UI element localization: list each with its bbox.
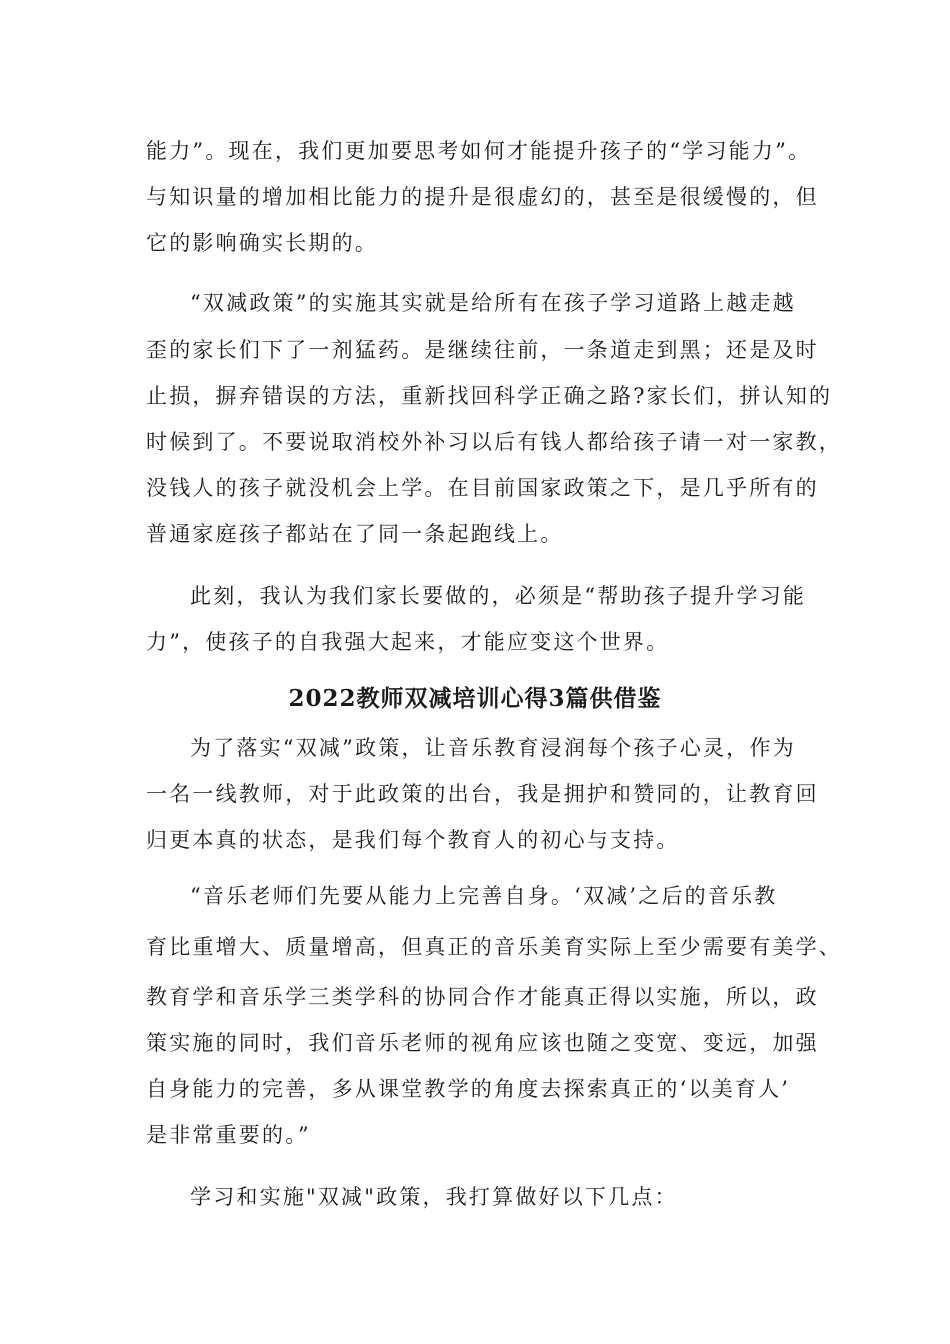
paragraph-line: 此刻，我认为我们家长要做的，必须是“帮助孩子提升学习能 <box>190 584 807 608</box>
paragraph-line: 教育学和音乐学三类学科的协同合作才能真正得以实施，所以，政 <box>146 985 819 1009</box>
paragraph-line: 没钱人的孩子就没机会上学。在目前国家政策之下，是几乎所有的 <box>146 476 819 500</box>
paragraph-line: 育比重增大、质量增高，但真正的音乐美育实际上至少需要有美学、 <box>146 935 842 959</box>
paragraph-line: 止损，摒弃错误的方法，重新找回科学正确之路?家长们，拼认知的 <box>146 384 833 408</box>
paragraph-line: 策实施的同时，我们音乐老师的视角应该也随之变宽、变远，加强 <box>146 1031 819 1055</box>
paragraph-line: 与知识量的增加相比能力的提升是很虚幻的，甚至是很缓慢的，但 <box>146 185 819 209</box>
paragraph-line: 学习和实施"双减"政策，我打算做好以下几点： <box>190 1185 678 1209</box>
paragraph-line: 一名一线教师，对于此政策的出台，我是拥护和赞同的，让教育回 <box>146 782 819 806</box>
paragraph-line: 能力”。现在，我们更加要思考如何才能提升孩子的“学习能力”。 <box>146 139 812 163</box>
paragraph-line: “音乐老师们先要从能力上完善自身。‘双减’之后的音乐教 <box>190 884 778 908</box>
paragraph-line: 为了落实“双减”政策，让音乐教育浸润每个孩子心灵，作为 <box>190 736 796 760</box>
section-title: 2022教师双减培训心得3篇供借鉴 <box>288 685 662 712</box>
paragraph-line: 自身能力的完善，多从课堂教学的角度去探索真正的‘以美育人’ <box>146 1077 791 1101</box>
paragraph-line: 力”，使孩子的自我强大起来，才能应变这个世界。 <box>146 630 670 654</box>
paragraph-line: 它的影响确实长期的。 <box>146 231 378 255</box>
paragraph-line: 是非常重要的。” <box>146 1123 311 1147</box>
paragraph-line: 歪的家长们下了一剂猛药。是继续往前，一条道走到黑；还是及时 <box>146 338 819 362</box>
paragraph-line: 归更本真的状态，是我们每个教育人的初心与支持。 <box>146 828 680 852</box>
paragraph-line: 时候到了。不要说取消校外补习以后有钱人都给孩子请一对一家教， <box>146 430 842 454</box>
paragraph-line: 普通家庭孩子都站在了同一条起跑线上。 <box>146 522 564 546</box>
paragraph-line: “双减政策”的实施其实就是给所有在孩子学习道路上越走越 <box>190 291 796 315</box>
